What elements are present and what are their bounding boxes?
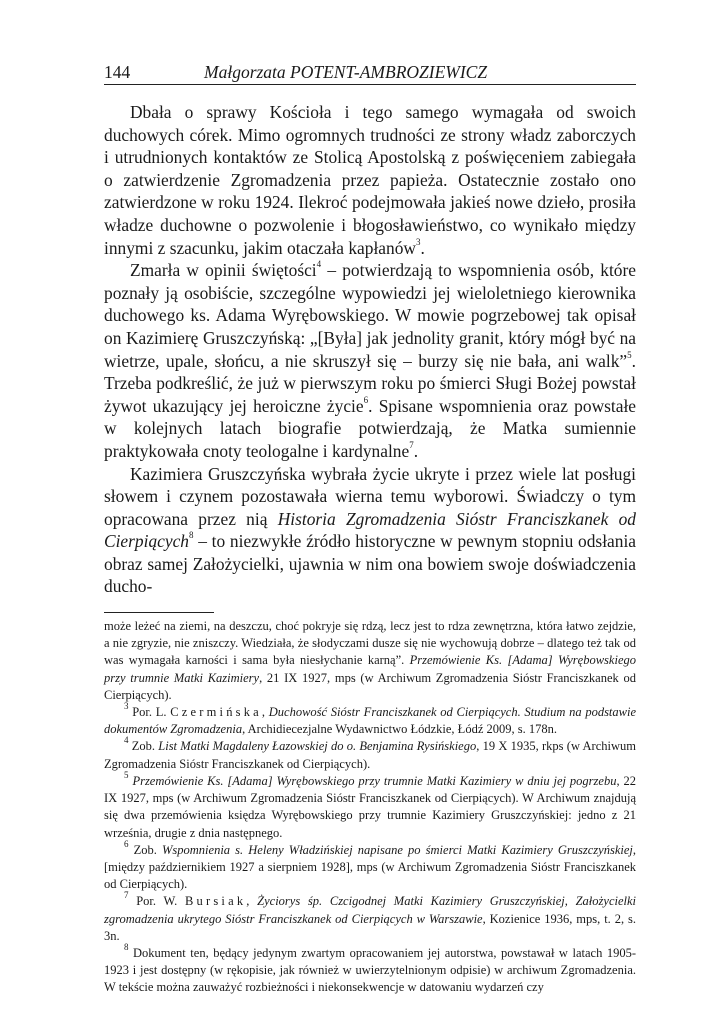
- footnote-5: $^5$ Przemówienie Ks. [Adama] Wyrębowskiego przy trumnie Matki Kazimiery w dniu jej pogrzebu, 22 IX 1927, mps (w Archiwum Zgromadzenia Sióstr Franciszkanek od Cierpiących). W Archiwum znajdują się dwa przemówienia księdza Wyrębowskiego przy trumnie Kazimiery Gruszczyńskiej: jedno z 21 września, drugie z dnia następnego.: [104, 769, 637, 840]
- footnote-ref[interactable]: 3: [415, 236, 421, 247]
- footnote-ref[interactable]: 7: [409, 440, 414, 451]
- footnote-separator: [104, 612, 214, 613]
- paragraph: Kazimiera Gruszczyńska wybrała życie ukryte i przez wiele lat posługi słowem i czynem pozostawała wierna temu wyborowi. Świadczy o tym opracowana przez nią Historia Zgromadzenia Sióstr Franciszkanek od Cierpiących$^8$ – to niezwykłe źródło historyczne w pewnym stopniu odsłania obraz samej Założycielki, ujawnia w nim ona bowiem swoje doświadczenia ducho-: [104, 463, 636, 597]
- page-number: 144: [104, 62, 131, 82]
- footnote-7: $^7$ Por. W. Bursiak, Życiorys śp. Czcigodnej Matki Kazimiery Gruszczyńskiej, Założycielki zgromadzenia ukrytego Sióstr Franciszkanek od Cierpiących w Warszawie, Kozienice 1936, mps, t. 2, s. 3n.: [104, 890, 637, 943]
- running-head: Małgorzata POTENT-AMBROZIEWICZ: [204, 62, 488, 82]
- footnote-ref[interactable]: 6: [363, 394, 369, 405]
- footnote-ref[interactable]: 8: [189, 530, 194, 541]
- page: [104, 62, 636, 997]
- paragraph: Zmarła w opinii świętości$^4$ – potwierdzają to wspomnienia osób, które poznały ją osobiście, szczególne wypowiedzi jej wieloletniego kierownika duchowego ks. Adama Wyrębowskiego. W mowie pogrzebowej tak opisał on Kazimierę Gruszczyńską: „[Była] jak jednolity granit, który mógł być na wietrze, upale, słońcu, a nie skruszył się – burzy się nie bała, ani walk”$^5$. Trzeba podkreślić, że już w pierwszym roku po śmierci Sługi Bożej powstał żywot ukazujący jej heroiczne życie$^6$. Spisane wspomnienia oraz powstałe w kolejnych latach biografie potwierdzają, że Matka sumiennie praktykowała cnoty teologalne i kardynalne$^7$.: [104, 259, 636, 461]
- footnote-ref[interactable]: 4: [316, 259, 322, 270]
- page-header: [104, 62, 636, 85]
- body-text: [104, 101, 636, 598]
- paragraph: Dbała o sprawy Kościoła i tego samego wymagała od swoich duchowych córek. Mimo ogromnych trudności ze strony władz zaborczych i utrudnionych kontaktów ze Stolicą Apostolską z poświęceniem zabiegała o zatwierdzenie Zgromadzenia przez papieża. Ostatecznie zostało ono zatwierdzone w roku 1924. Ilekroć podejmowała jakieś nowe dzieło, prosiła władze duchowne o pozwolenie i błogosławieństwo, co wynikało między innymi z szacunku, jakim otaczała kapłanów$^3$.: [104, 102, 636, 258]
- footnote-3: $^3$ Por. L. Czermińska, Duchowość Sióstr Franciszkanek od Cierpiących. Studium na podstawie dokumentów Zgromadzenia, Archidiecezjalne Wydawnictwo Łódzkie, Łódź 2009, s. 178n.: [104, 700, 637, 737]
- footnote-8: $^8$ Dokument ten, będący jedynym zwartym opracowaniem jej autorstwa, powstawał w latach 1905-1923 i jest dostępny (w rękopisie, jak również w uwierzytelnionym odpisie) w archiwum Zgromadzenia. W tekście można zauważyć rozbieżności i niekonsekwencje w datowaniu wydarzeń czy: [104, 941, 636, 995]
- work-title: Historia Zgromadzenia Sióstr Franciszkanek od Cierpiących: [104, 508, 636, 552]
- footnotes: [104, 618, 636, 996]
- footnote-continued: może leżeć na ziemi, na deszczu, choć pokryje się rdzą, lecz jest to rdza zewnętrzna, która łatwo zejdzie, a nie zgryzie, nie zniszczy. Wiedziała, że słodyczami dusze się nie wychowują dobrze – dlatego też tak od was wymagała karności i sama była niesłychanie karną”. Przemówienie Ks. [Adama] Wyrębowskiego przy trumnie Matki Kazimiery, 21 IX 1927, mps (w Archiwum Zgromadzenia Sióstr Franciszkanek od Cierpiących).: [104, 619, 636, 702]
- footnote-4: $^4$ Zob. List Matki Magdaleny Łazowskiej do o. Benjamina Rysińskiego, 19 X 1935, rkps (w Archiwum Zgromadzenia Sióstr Franciszkanek od Cierpiących).: [104, 735, 636, 771]
- footnote-ref[interactable]: 5: [627, 349, 632, 360]
- footnote-6: $^6$ Zob. Wspomnienia s. Heleny Władzińskiej napisane po śmierci Matki Kazimiery Gruszczyńskiej, [między październikiem 1927 a sierpniem 1928], mps (w Archiwum Zgromadzenia Sióstr Franciszkanek od Cierpiących).: [104, 838, 636, 892]
